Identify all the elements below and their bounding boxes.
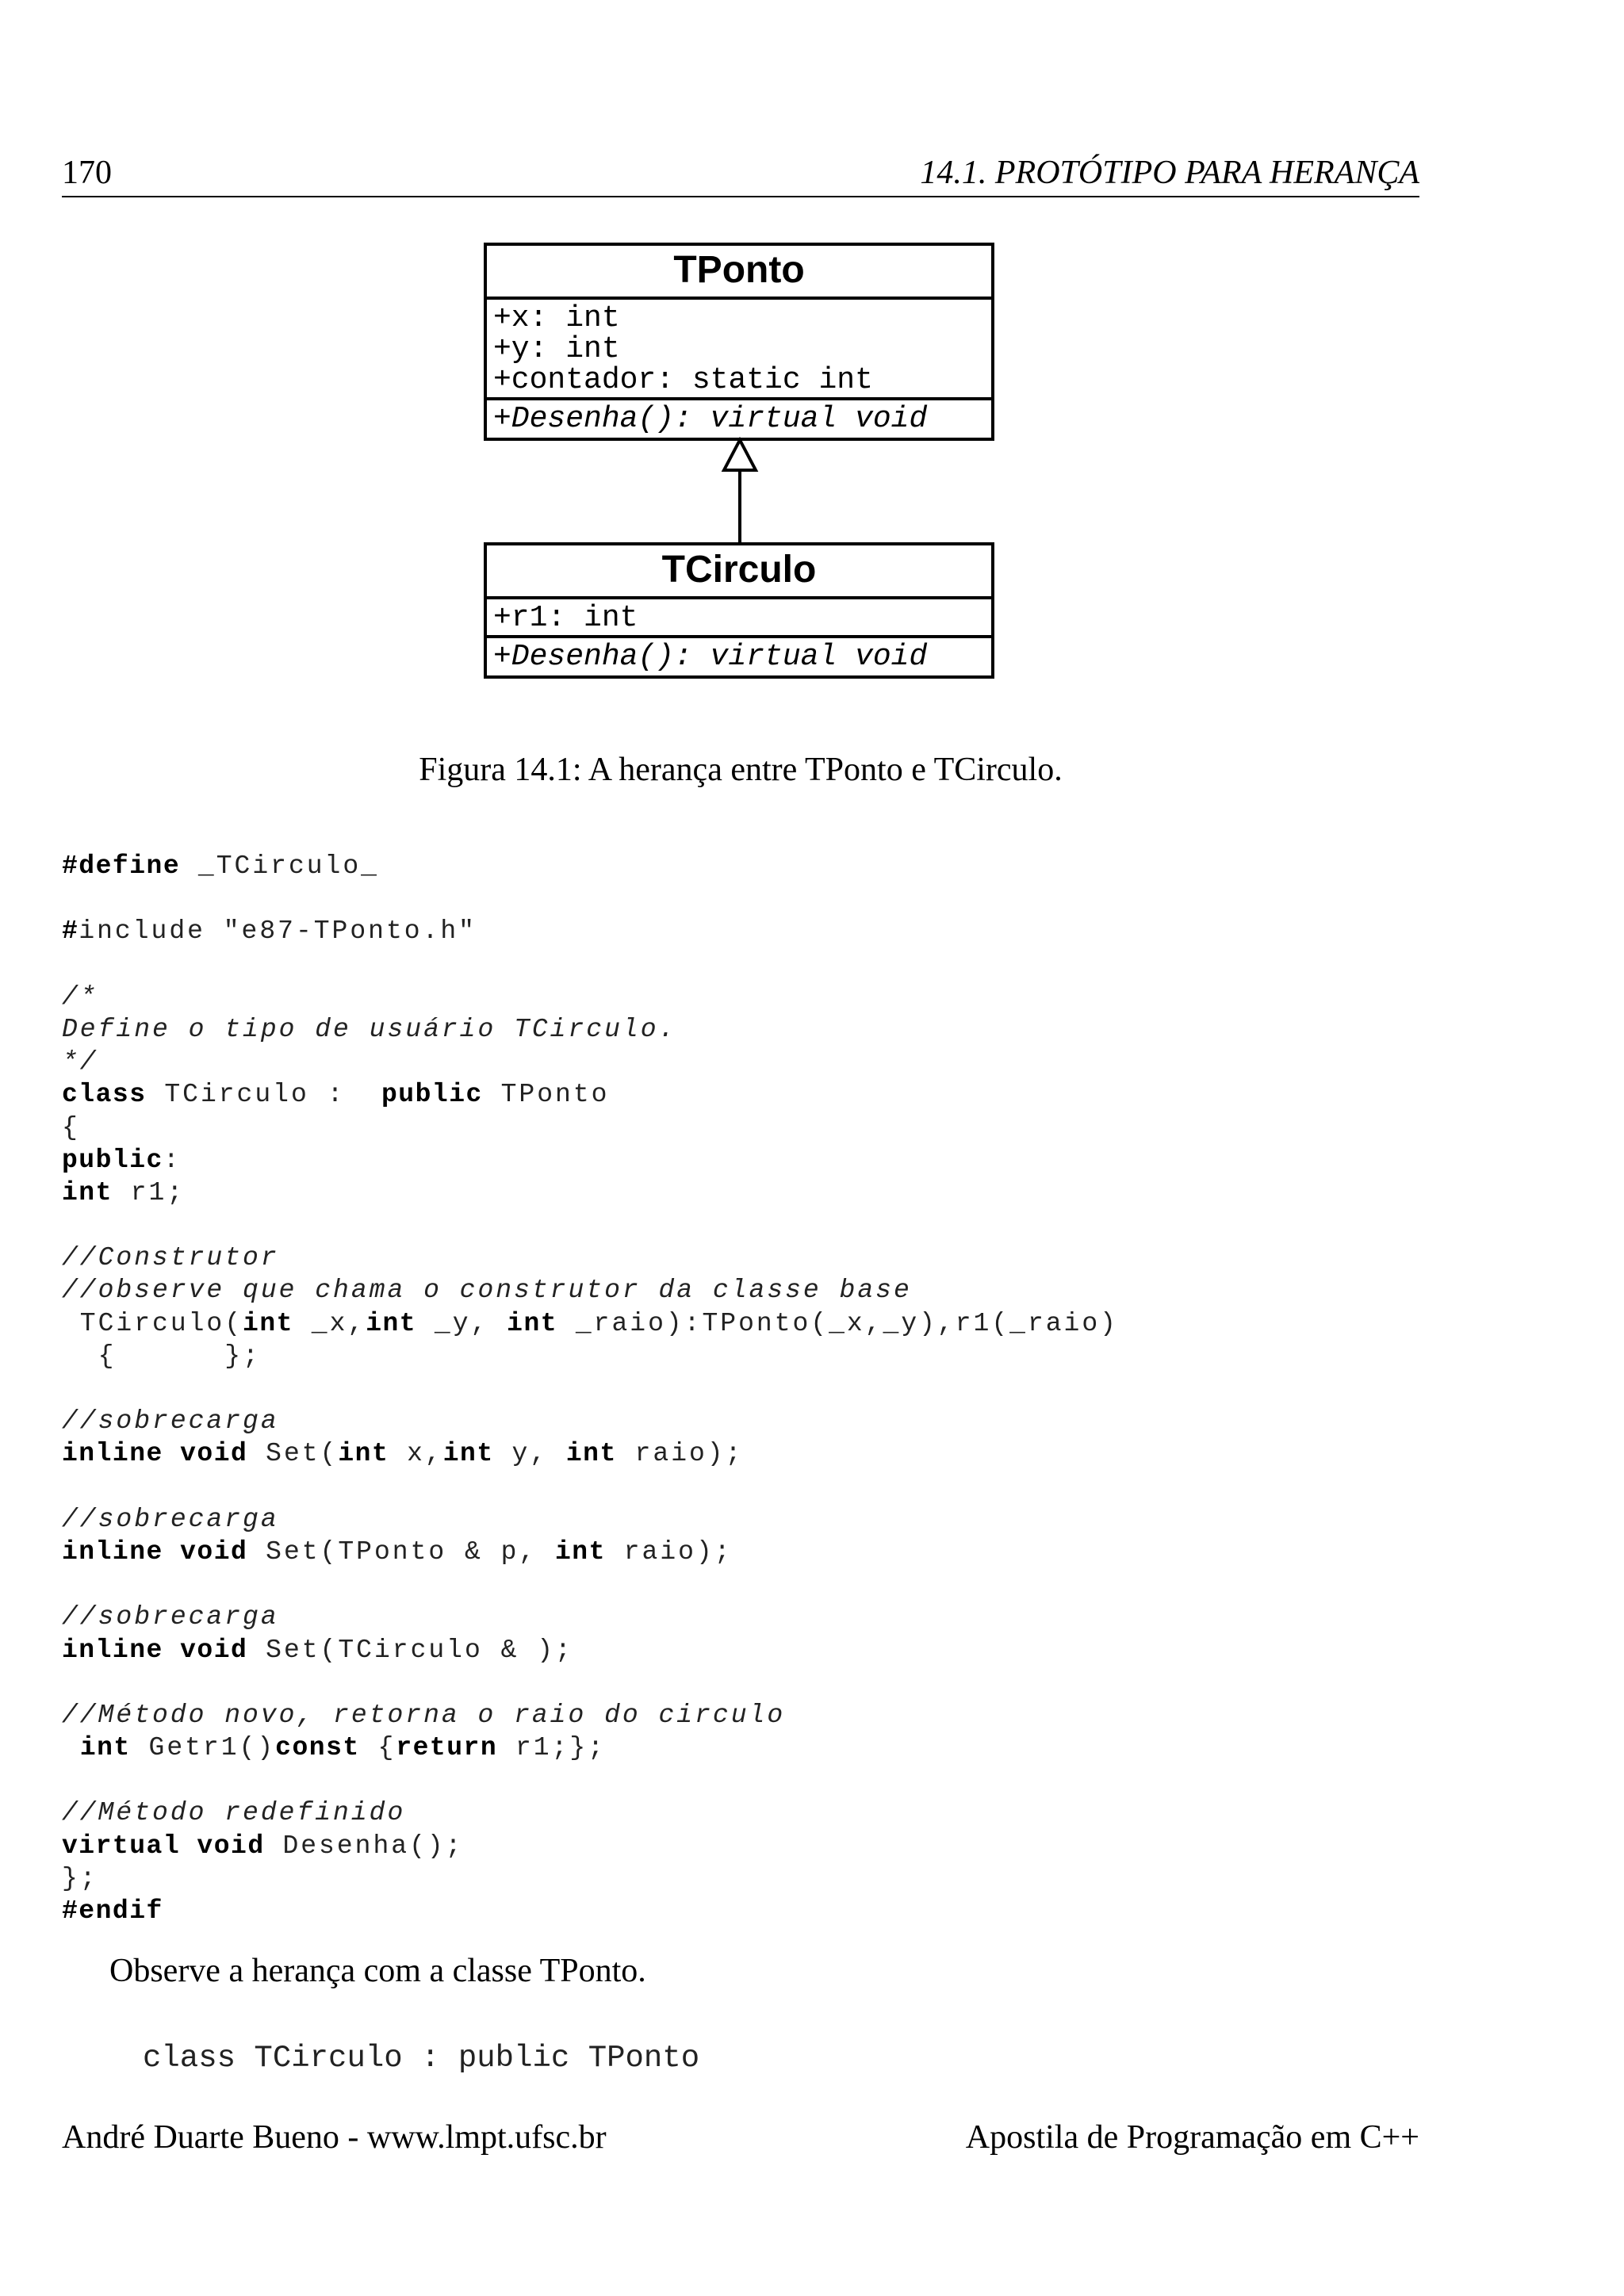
code-keyword: int (366, 1308, 417, 1338)
code-comment: //sobrecarga (62, 1602, 279, 1632)
code-keyword: class (62, 1080, 147, 1110)
code-line (62, 1895, 1118, 1927)
code-keyword: inline void (62, 1536, 248, 1567)
code-keyword: inline void (62, 1635, 248, 1665)
uml-attribute: +r1: int (493, 601, 638, 635)
code-line (62, 1405, 1118, 1437)
code-keyword: #define (62, 851, 181, 881)
code-text: _raio):TPonto(_x,_y),r1(_raio) (557, 1308, 1118, 1338)
code-text: Getr1() (130, 1733, 276, 1763)
code-keyword: int (555, 1536, 606, 1567)
code-keyword: virtual void (62, 1831, 265, 1861)
code-line (62, 1503, 1118, 1536)
uml-attribute: +x: int (493, 301, 620, 335)
code-text: TPonto (482, 1080, 610, 1110)
code-text: Desenha(); (264, 1831, 464, 1861)
code-line (62, 1046, 1118, 1078)
code-text: Set(TCirculo & ); (247, 1635, 573, 1665)
code-line (62, 1144, 1118, 1177)
code-blank-line (62, 1209, 1118, 1242)
code-blank-line (62, 1764, 1118, 1797)
code-keyword: int (442, 1439, 494, 1469)
code-comment: //Construtor (62, 1243, 279, 1273)
code-text: : (163, 1145, 182, 1175)
code-line (62, 1307, 1118, 1340)
footer-author: André Duarte Bueno - www.lmpt.ufsc.br (62, 2119, 607, 2156)
uml-operations (487, 638, 991, 675)
code-text: Set( (247, 1439, 339, 1469)
code-blank-line (62, 948, 1118, 981)
code-text: x, (389, 1439, 443, 1469)
code-keyword: int (338, 1439, 389, 1469)
code-comment: */ (62, 1047, 98, 1077)
uml-operation: +Desenha(): virtual void (493, 402, 928, 436)
code-line (62, 1830, 1118, 1862)
uml-attribute: +contador: static int (493, 363, 873, 397)
code-text: raio); (605, 1536, 733, 1567)
uml-class-name: TPonto (487, 246, 991, 300)
figure-caption: Figura 14.1: A herança entre TPonto e TCirculo. (419, 752, 1063, 788)
code-line (62, 1340, 1118, 1372)
section-title: 14.1. PROTÓTIPO PARA HERANÇA (920, 155, 1419, 191)
uml-attribute: +y: int (493, 332, 620, 366)
code-text: Set(TPonto & p, (247, 1536, 555, 1567)
code-line (62, 1177, 1118, 1209)
code-keyword: int (507, 1308, 558, 1338)
inheritance-arrowhead (724, 440, 756, 470)
code-comment: //sobrecarga (62, 1504, 279, 1534)
code-line (62, 1862, 1118, 1895)
code-comment: //observe que chama o construtor da classe base (62, 1276, 912, 1306)
code-text: _x, (293, 1308, 366, 1338)
code-comment: Define o tipo de usuário TCirculo. (62, 1014, 677, 1044)
code-line (62, 1013, 1118, 1046)
code-comment: /* (62, 982, 98, 1012)
code-listing (62, 850, 1118, 1927)
code-text: TCirculo : (146, 1080, 381, 1110)
code-keyword: public (62, 1145, 163, 1175)
code-line (62, 1699, 1118, 1732)
code-text: _y, (416, 1308, 508, 1338)
code-line (62, 1536, 1118, 1568)
code-blank-line (62, 1667, 1118, 1699)
code-keyword: int (62, 1177, 113, 1207)
code-text: y, (493, 1439, 566, 1469)
code-keyword: int (565, 1439, 617, 1469)
code-line (62, 850, 1118, 882)
code-line (62, 1242, 1118, 1274)
code-keyword: # (62, 916, 79, 947)
code-blank-line (62, 1568, 1118, 1601)
code-keyword: return (396, 1733, 498, 1763)
uml-class-tcirculo (484, 542, 994, 679)
uml-operation: +Desenha(): virtual void (493, 640, 928, 674)
code-blank-line (62, 1372, 1118, 1405)
code-line (62, 1732, 1118, 1764)
code-line (62, 1274, 1118, 1307)
code-keyword: public (381, 1080, 483, 1110)
code-text: r1; (112, 1177, 186, 1207)
code-text: _TCirculo_ (180, 851, 379, 881)
code-keyword: #endif (62, 1896, 163, 1926)
code-text: { (62, 1112, 80, 1142)
code-comment: //Método redefinido (62, 1798, 406, 1828)
code-keyword: inline void (62, 1439, 248, 1469)
code-text: include "e87-TPonto.h" (79, 916, 477, 947)
code-comment: //sobrecarga (62, 1406, 279, 1437)
code-comment: //Método novo, retorna o raio do circulo (62, 1700, 786, 1730)
body-paragraph: Observe a herança com a classe TPonto. (109, 1953, 646, 1989)
code-text: raio); (616, 1439, 744, 1469)
code-line (62, 1437, 1118, 1470)
code-blank-line (62, 882, 1118, 915)
code-text: }; (62, 1863, 98, 1893)
code-line (62, 915, 1118, 947)
code-text: TCirculo( (62, 1308, 243, 1338)
code-line (62, 1078, 1118, 1111)
code-text: { (359, 1733, 396, 1763)
code-text: { }; (62, 1341, 261, 1371)
code-line (62, 1112, 1118, 1144)
code-text (62, 1733, 80, 1762)
uml-attributes (487, 599, 991, 638)
code-keyword: const (275, 1733, 360, 1763)
footer-book-title: Apostila de Programação em C++ (965, 2119, 1419, 2156)
code-line (62, 1601, 1118, 1633)
code-text: r1;}; (497, 1733, 606, 1763)
class-declaration-snippet: class TCirculo : public TPonto (143, 2041, 700, 2076)
uml-class-name: TCirculo (487, 545, 991, 599)
code-line (62, 1634, 1118, 1667)
code-line (62, 1797, 1118, 1829)
code-keyword: int (79, 1733, 131, 1763)
page-number: 170 (62, 155, 112, 191)
code-blank-line (62, 1471, 1118, 1503)
code-keyword: int (243, 1308, 293, 1338)
code-line (62, 981, 1118, 1013)
